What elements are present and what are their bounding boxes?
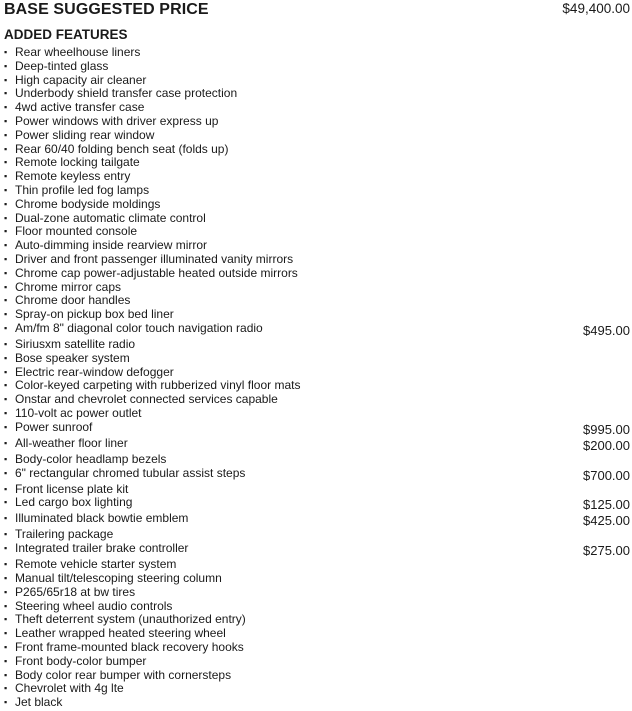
bullet-icon: ▪ (4, 366, 8, 377)
feature-name (4, 321, 263, 336)
feature-name (4, 482, 128, 497)
feature-name-text: Trailering package (15, 527, 114, 542)
feature-row (4, 169, 630, 183)
bullet-icon: ▪ (4, 408, 8, 418)
feature-name (4, 452, 166, 467)
feature-name-text: Front body-color bumper (15, 653, 147, 668)
feature-row (4, 640, 630, 654)
feature-name-text: Driver and front passenger illuminated vanity mirrors (15, 252, 294, 266)
feature-name-text: 4wd active transfer case (15, 100, 145, 115)
bullet-icon: ▪ (4, 47, 8, 57)
base-price-value: $49,400.00 (562, 1, 630, 16)
added-features-heading: ADDED FEATURES (4, 27, 128, 42)
feature-name (4, 599, 172, 614)
feature-name-text: Remote keyless entry (15, 169, 131, 184)
feature-name (4, 511, 188, 526)
feature-row (4, 654, 630, 668)
feature-name-text: Auto-dimming inside rearview mirror (15, 238, 208, 253)
bullet-icon: ▪ (4, 116, 8, 126)
feature-price: $700.00 (583, 467, 630, 483)
feature-name (4, 266, 298, 281)
bullet-icon: ▪ (4, 352, 8, 363)
feature-name (4, 681, 124, 696)
feature-name-text: Color-keyed carpeting with rubberized vinyl floor mats (15, 378, 301, 393)
feature-name (4, 571, 222, 586)
feature-row (4, 557, 630, 571)
feature-name-text: High capacity air cleaner (15, 72, 147, 87)
feature-name (4, 612, 246, 627)
feature-name (4, 351, 130, 366)
feature-row (4, 365, 630, 379)
feature-name (4, 392, 278, 407)
feature-name (4, 238, 207, 253)
feature-row (4, 73, 630, 87)
bullet-icon: ▪ (4, 267, 8, 278)
feature-name-text: Power windows with driver express up (15, 114, 219, 128)
bullet-icon: ▪ (4, 226, 8, 237)
feature-name (4, 59, 108, 74)
feature-row (4, 626, 630, 640)
bullet-icon: ▪ (4, 254, 8, 264)
feature-row (4, 86, 630, 100)
feature-row (4, 142, 630, 156)
feature-name (4, 293, 130, 308)
feature-name-text: Remote vehicle starter system (15, 557, 177, 572)
feature-price: $425.00 (583, 513, 630, 529)
bullet-icon: ▪ (4, 697, 8, 708)
feature-price: $275.00 (583, 543, 630, 559)
bullet-icon: ▪ (4, 642, 8, 652)
bullet-icon: ▪ (4, 573, 8, 583)
feature-row (4, 321, 630, 338)
base-price-label: BASE SUGGESTED PRICE (4, 1, 209, 18)
feature-row (4, 452, 630, 466)
feature-name-text: Integrated trailer brake controller (15, 541, 189, 556)
feature-row (4, 406, 630, 420)
feature-name (4, 365, 174, 380)
feature-row (4, 681, 630, 695)
feature-name-text: Chevrolet with 4g lte (15, 681, 124, 696)
feature-name (4, 142, 228, 157)
feature-row (4, 211, 630, 225)
feature-name (4, 541, 188, 556)
feature-row (4, 571, 630, 585)
feature-price: $200.00 (583, 437, 630, 453)
feature-name-text: Led cargo box lighting (15, 495, 133, 510)
bullet-icon: ▪ (4, 600, 8, 611)
bullet-icon: ▪ (4, 143, 8, 154)
bullet-icon: ▪ (4, 543, 8, 554)
feature-name-text: Theft deterrent system (unauthorized entry) (15, 612, 246, 627)
feature-row (4, 128, 630, 142)
feature-name (4, 668, 231, 683)
feature-name-text: Power sliding rear window (15, 127, 155, 142)
feature-name-text: Chrome door handles (15, 293, 131, 308)
bullet-icon: ▪ (4, 628, 8, 639)
bullet-icon: ▪ (4, 453, 8, 464)
feature-row (4, 59, 630, 73)
feature-row (4, 197, 630, 211)
bullet-icon: ▪ (4, 323, 8, 333)
feature-name-text: Siriusxm satellite radio (15, 337, 136, 351)
feature-name-text: Spray-on pickup box bed liner (15, 307, 174, 322)
feature-name (4, 420, 92, 435)
bullet-icon: ▪ (4, 467, 8, 478)
bullet-icon: ▪ (4, 102, 8, 113)
bullet-icon: ▪ (4, 240, 8, 251)
feature-row (4, 668, 630, 682)
feature-name (4, 626, 226, 641)
bullet-icon: ▪ (4, 281, 8, 292)
feature-name (4, 128, 154, 143)
bullet-icon: ▪ (4, 655, 8, 666)
feature-row (4, 495, 630, 513)
feature-row (4, 183, 630, 197)
feature-name-text: Remote locking tailgate (15, 155, 140, 170)
feature-name-text: Power sunroof (15, 419, 93, 434)
feature-row (4, 238, 630, 252)
feature-name-text: Bose speaker system (15, 350, 130, 365)
bullet-icon: ▪ (4, 380, 8, 391)
feature-price: $495.00 (583, 323, 630, 338)
bullet-icon: ▪ (4, 171, 8, 182)
bullet-icon: ▪ (4, 88, 8, 99)
bullet-icon: ▪ (4, 157, 8, 168)
feature-name-text: Dual-zone automatic climate control (15, 210, 206, 225)
feature-name (4, 155, 140, 170)
feature-name (4, 436, 128, 451)
bullet-icon: ▪ (4, 60, 8, 71)
feature-row (4, 541, 630, 559)
feature-name-text: Underbody shield transfer case protection (15, 86, 238, 101)
feature-name (4, 495, 132, 510)
feature-row (4, 307, 630, 321)
feature-row (4, 435, 630, 453)
feature-name (4, 211, 206, 226)
feature-name-text: Body color rear bumper with cornersteps (15, 667, 232, 682)
feature-name-text: Rear 60/40 folding bench seat (folds up) (15, 141, 229, 156)
feature-row (4, 482, 630, 496)
feature-name-text: Front license plate kit (15, 481, 129, 496)
bullet-icon: ▪ (4, 559, 8, 570)
feature-name (4, 307, 174, 322)
bullet-icon: ▪ (4, 339, 8, 349)
feature-name (4, 169, 130, 184)
bullet-icon: ▪ (4, 129, 8, 140)
feature-row (4, 527, 630, 541)
feature-row (4, 293, 630, 307)
bullet-icon: ▪ (4, 394, 8, 405)
bullet-icon: ▪ (4, 614, 8, 625)
feature-row (4, 695, 630, 709)
feature-row (4, 45, 630, 59)
feature-name-text: Deep-tinted glass (15, 58, 109, 73)
feature-name-text: All-weather floor liner (15, 435, 128, 450)
bullet-icon: ▪ (4, 669, 8, 680)
feature-name-text: Floor mounted console (15, 224, 138, 239)
bullet-icon: ▪ (4, 586, 8, 597)
feature-row (4, 252, 630, 266)
feature-name (4, 378, 300, 393)
feature-name (4, 466, 245, 481)
bullet-icon: ▪ (4, 212, 8, 223)
feature-row (4, 599, 630, 613)
feature-name-text: P265/65r18 at bw tires (15, 584, 136, 599)
feature-price: $125.00 (583, 497, 630, 513)
feature-name-text: Body-color headlamp bezels (15, 451, 167, 466)
feature-row (4, 612, 630, 626)
feature-name-text: Chrome mirror caps (15, 279, 122, 294)
feature-name (4, 654, 146, 669)
feature-name (4, 73, 146, 88)
bullet-icon: ▪ (4, 483, 8, 494)
bullet-icon: ▪ (4, 185, 8, 195)
feature-row (4, 224, 630, 238)
bullet-icon: ▪ (4, 421, 8, 432)
feature-name (4, 183, 149, 198)
feature-price: $995.00 (583, 421, 630, 437)
feature-name-text: Illuminated black bowtie emblem (15, 511, 189, 526)
feature-name-text: Jet black (15, 695, 63, 710)
feature-name (4, 337, 135, 352)
feature-name (4, 640, 244, 655)
feature-name-text: Chrome bodyside moldings (15, 196, 161, 211)
feature-name (4, 280, 121, 295)
feature-name-text: 6" rectangular chromed tubular assist steps (15, 465, 246, 480)
feature-row (4, 337, 630, 351)
bullet-icon: ▪ (4, 309, 8, 320)
feature-name (4, 695, 62, 710)
feature-row (4, 419, 630, 437)
bullet-icon: ▪ (4, 198, 8, 209)
feature-name (4, 197, 160, 212)
bullet-icon: ▪ (4, 513, 8, 524)
feature-name-text: Leather wrapped heated steering wheel (15, 626, 226, 641)
feature-row (4, 100, 630, 114)
feature-name (4, 224, 137, 239)
feature-row (4, 465, 630, 483)
feature-row (4, 585, 630, 599)
bullet-icon: ▪ (4, 437, 8, 448)
bullet-icon: ▪ (4, 74, 8, 85)
bullet-icon: ▪ (4, 683, 8, 694)
feature-name (4, 585, 135, 600)
feature-row (4, 511, 630, 529)
feature-name-text: 110-volt ac power outlet (15, 406, 142, 420)
feature-name-text: Am/fm 8" diagonal color touch navigation radio (15, 321, 263, 335)
feature-name (4, 406, 142, 421)
feature-name-text: Manual tilt/telescoping steering column (15, 571, 222, 585)
bullet-icon: ▪ (4, 497, 8, 508)
feature-name (4, 114, 218, 129)
feature-name (4, 100, 144, 115)
feature-name (4, 557, 176, 572)
feature-name-text: Thin profile led fog lamps (15, 183, 150, 197)
feature-row (4, 266, 630, 280)
feature-name-text: Steering wheel audio controls (15, 598, 173, 613)
feature-row (4, 392, 630, 406)
feature-row (4, 280, 630, 294)
feature-name-text: Electric rear-window defogger (15, 364, 174, 379)
feature-name (4, 527, 113, 542)
base-price-row (4, 0, 630, 20)
feature-name-text: Chrome cap power-adjustable heated outside mirrors (15, 265, 298, 280)
feature-row (4, 114, 630, 128)
feature-row (4, 155, 630, 169)
feature-name-text: Onstar and chevrolet connected services capable (15, 392, 278, 407)
bullet-icon: ▪ (4, 295, 8, 306)
feature-name-text: Rear wheelhouse liners (15, 45, 141, 59)
feature-name (4, 86, 237, 101)
feature-name-text: Front frame-mounted black recovery hooks (15, 640, 244, 654)
feature-row (4, 378, 630, 392)
bullet-icon: ▪ (4, 529, 8, 540)
feature-name (4, 252, 293, 267)
feature-row (4, 351, 630, 365)
feature-name (4, 45, 140, 60)
